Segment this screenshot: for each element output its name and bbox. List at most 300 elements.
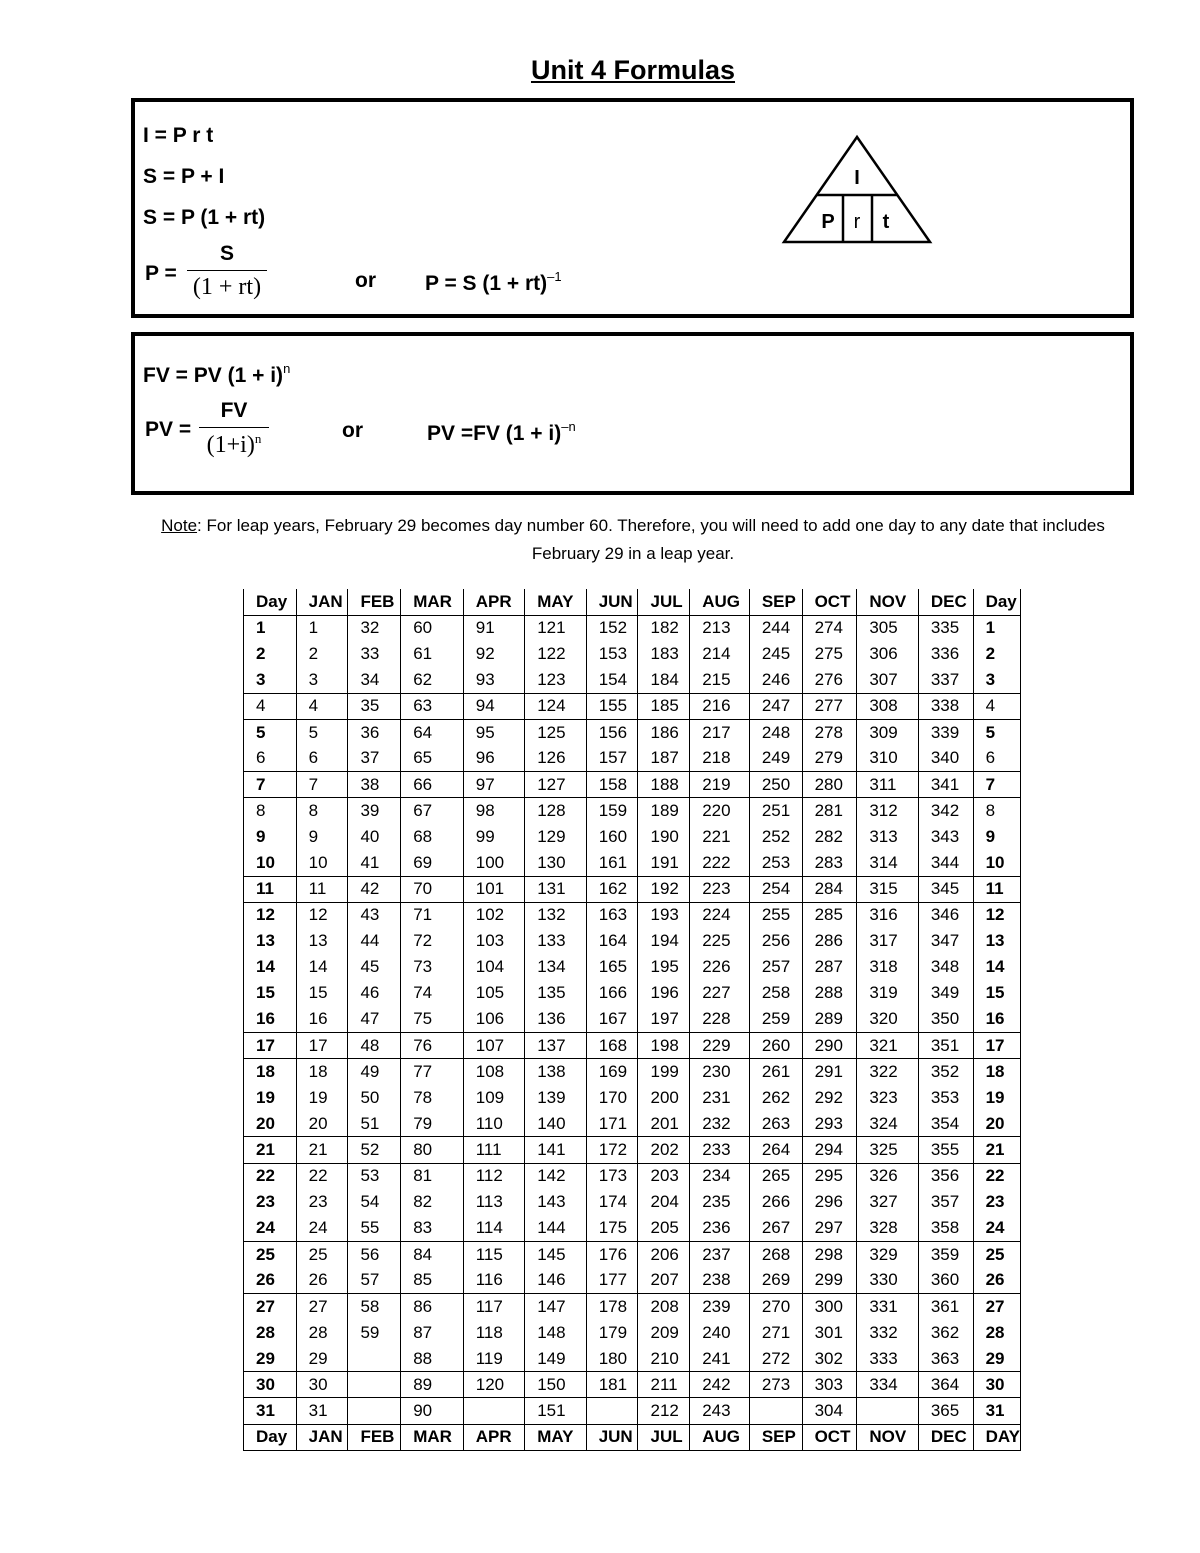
table-cell: 301	[802, 1320, 857, 1346]
table-cell: 325	[857, 1137, 919, 1163]
table-cell: 273	[749, 1372, 802, 1398]
table-cell: 8	[296, 798, 348, 824]
table-cell: 196	[638, 980, 690, 1006]
table-cell: 21	[973, 1137, 1020, 1163]
day-number-table	[243, 589, 1021, 1451]
table-cell: 104	[463, 954, 524, 980]
page-title: Unit 4 Formulas	[530, 55, 736, 85]
table-cell: 215	[690, 667, 750, 693]
simple-interest-box	[131, 98, 1134, 318]
table-cell: 238	[690, 1267, 750, 1293]
table-cell: 275	[802, 641, 857, 667]
table-cell: 2	[973, 641, 1020, 667]
table-cell: 70	[401, 876, 464, 902]
table-cell: 332	[857, 1320, 919, 1346]
table-cell: 187	[638, 746, 690, 772]
table-row	[244, 1398, 1021, 1424]
table-cell: 12	[296, 902, 348, 928]
table-cell: 356	[918, 1163, 973, 1189]
table-cell: 165	[586, 954, 638, 980]
table-cell: 335	[918, 615, 973, 641]
table-cell: 19	[973, 1085, 1020, 1111]
table-cell: 167	[586, 1007, 638, 1033]
table-cell: 12	[244, 902, 297, 928]
table-cell: 185	[638, 693, 690, 719]
table-cell: 60	[401, 615, 464, 641]
table-cell: 365	[918, 1398, 973, 1424]
table-cell: 9	[973, 824, 1020, 850]
table-cell: 10	[296, 850, 348, 876]
table-row	[244, 1346, 1021, 1372]
triangle-p-label: P	[821, 211, 835, 233]
table-cell: 113	[463, 1189, 524, 1215]
table-cell: 98	[463, 798, 524, 824]
table-cell: 73	[401, 954, 464, 980]
table-cell: 298	[802, 1241, 857, 1267]
table-cell: 141	[525, 1137, 586, 1163]
table-cell: 336	[918, 641, 973, 667]
table-cell: 5	[244, 719, 297, 745]
table-cell: 3	[973, 667, 1020, 693]
table-cell: 30	[244, 1372, 297, 1398]
table-cell: 34	[348, 667, 401, 693]
table-cell: 63	[401, 693, 464, 719]
table-cell: 86	[401, 1294, 464, 1320]
table-cell: 128	[525, 798, 586, 824]
table-cell	[348, 1372, 401, 1398]
table-cell: 229	[690, 1033, 750, 1059]
table-row	[244, 1267, 1021, 1293]
table-cell	[348, 1398, 401, 1424]
table-row	[244, 1215, 1021, 1241]
table-cell: 279	[802, 746, 857, 772]
table-cell: 137	[525, 1033, 586, 1059]
table-cell: 24	[973, 1215, 1020, 1241]
table-cell: 1	[973, 615, 1020, 641]
table-cell: 321	[857, 1033, 919, 1059]
table-cell: 39	[348, 798, 401, 824]
table-cell: MAY	[525, 1424, 586, 1450]
table-cell: 53	[348, 1163, 401, 1189]
table-cell: 8	[973, 798, 1020, 824]
table-cell: 29	[296, 1346, 348, 1372]
table-cell: 280	[802, 772, 857, 798]
table-cell: 10	[973, 850, 1020, 876]
table-cell: 288	[802, 980, 857, 1006]
table-cell: 312	[857, 798, 919, 824]
table-cell: 337	[918, 667, 973, 693]
table-cell: 200	[638, 1085, 690, 1111]
table-cell: JUN	[586, 1424, 638, 1450]
table-row	[244, 667, 1021, 693]
table-cell: 202	[638, 1137, 690, 1163]
table-cell: OCT	[802, 1424, 857, 1450]
table-cell: 102	[463, 902, 524, 928]
table-cell: 6	[973, 746, 1020, 772]
formula-present-value-alt: PV =FV $(1 + i)^{-n}$	[427, 419, 576, 445]
table-cell: 2	[244, 641, 297, 667]
table-cell: 199	[638, 1059, 690, 1085]
table-cell: 23	[973, 1189, 1020, 1215]
table-cell: 15	[296, 980, 348, 1006]
table-cell: 111	[463, 1137, 524, 1163]
table-cell: 317	[857, 928, 919, 954]
table-cell: 342	[918, 798, 973, 824]
table-cell: 299	[802, 1267, 857, 1293]
table-cell: 2	[296, 641, 348, 667]
table-cell: 152	[586, 615, 638, 641]
table-cell: 74	[401, 980, 464, 1006]
table-cell: 45	[348, 954, 401, 980]
table-header-row	[244, 589, 1021, 615]
table-cell: 55	[348, 1215, 401, 1241]
table-cell: 228	[690, 1007, 750, 1033]
table-cell: 13	[296, 928, 348, 954]
table-cell: 146	[525, 1267, 586, 1293]
table-cell: 362	[918, 1320, 973, 1346]
table-cell: 270	[749, 1294, 802, 1320]
table-cell: 197	[638, 1007, 690, 1033]
table-cell: 246	[749, 667, 802, 693]
table-cell: 27	[244, 1294, 297, 1320]
table-cell	[857, 1398, 919, 1424]
table-cell: 17	[244, 1033, 297, 1059]
table-cell: 29	[973, 1346, 1020, 1372]
table-cell: 181	[586, 1372, 638, 1398]
table-cell: DAY	[973, 1424, 1020, 1450]
table-cell: 260	[749, 1033, 802, 1059]
table-cell: 93	[463, 667, 524, 693]
table-cell: 13	[244, 928, 297, 954]
table-cell: 293	[802, 1111, 857, 1137]
table-cell: MAY	[525, 589, 586, 615]
table-cell: 168	[586, 1033, 638, 1059]
table-cell: 159	[586, 798, 638, 824]
table-cell: 64	[401, 719, 464, 745]
table-cell: 76	[401, 1033, 464, 1059]
table-row	[244, 1372, 1021, 1398]
table-cell: 157	[586, 746, 638, 772]
table-cell: 176	[586, 1241, 638, 1267]
table-cell: 133	[525, 928, 586, 954]
table-cell: 245	[749, 641, 802, 667]
table-cell: 14	[296, 954, 348, 980]
table-cell: 244	[749, 615, 802, 641]
table-cell: 175	[586, 1215, 638, 1241]
table-cell: 231	[690, 1085, 750, 1111]
table-cell: 340	[918, 746, 973, 772]
table-cell: 184	[638, 667, 690, 693]
table-cell: 31	[973, 1398, 1020, 1424]
table-cell: 361	[918, 1294, 973, 1320]
table-cell: 17	[973, 1033, 1020, 1059]
table-cell: 292	[802, 1085, 857, 1111]
table-cell: 54	[348, 1189, 401, 1215]
table-cell: 107	[463, 1033, 524, 1059]
table-cell: 233	[690, 1137, 750, 1163]
table-cell: 249	[749, 746, 802, 772]
table-cell: 262	[749, 1085, 802, 1111]
table-row	[244, 1007, 1021, 1033]
table-cell: 35	[348, 693, 401, 719]
table-cell: 345	[918, 876, 973, 902]
table-cell: 5	[973, 719, 1020, 745]
table-cell: 286	[802, 928, 857, 954]
table-cell: 72	[401, 928, 464, 954]
table-cell: 354	[918, 1111, 973, 1137]
table-cell: 151	[525, 1398, 586, 1424]
table-row	[244, 850, 1021, 876]
table-row	[244, 954, 1021, 980]
table-cell: 15	[244, 980, 297, 1006]
table-cell: 193	[638, 902, 690, 928]
table-cell: 69	[401, 850, 464, 876]
table-cell: FEB	[348, 1424, 401, 1450]
table-cell: 33	[348, 641, 401, 667]
table-cell: 38	[348, 772, 401, 798]
table-cell: 12	[973, 902, 1020, 928]
table-cell: 30	[973, 1372, 1020, 1398]
table-cell: 221	[690, 824, 750, 850]
table-cell: 62	[401, 667, 464, 693]
table-row	[244, 902, 1021, 928]
table-cell: 125	[525, 719, 586, 745]
table-row	[244, 615, 1021, 641]
leap-year-note	[150, 512, 1116, 568]
table-cell: 188	[638, 772, 690, 798]
table-cell: 17	[296, 1033, 348, 1059]
table-cell: 296	[802, 1189, 857, 1215]
table-cell: 43	[348, 902, 401, 928]
table-cell: 355	[918, 1137, 973, 1163]
table-cell: 101	[463, 876, 524, 902]
table-cell: 108	[463, 1059, 524, 1085]
table-cell: 4	[973, 693, 1020, 719]
table-cell: Day	[244, 589, 297, 615]
table-cell: 51	[348, 1111, 401, 1137]
table-cell: 255	[749, 902, 802, 928]
table-cell: 234	[690, 1163, 750, 1189]
or-label: or	[355, 269, 376, 292]
table-cell: 26	[296, 1267, 348, 1293]
table-cell: 308	[857, 693, 919, 719]
formula-principal-fraction	[187, 242, 267, 301]
table-cell: 243	[690, 1398, 750, 1424]
table-cell: 189	[638, 798, 690, 824]
table-cell: 27	[296, 1294, 348, 1320]
table-cell: 30	[296, 1372, 348, 1398]
table-cell: 37	[348, 746, 401, 772]
table-cell: 309	[857, 719, 919, 745]
table-cell: 227	[690, 980, 750, 1006]
table-cell: 220	[690, 798, 750, 824]
table-cell: 49	[348, 1059, 401, 1085]
table-cell: JAN	[296, 1424, 348, 1450]
table-row	[244, 641, 1021, 667]
table-cell: 7	[973, 772, 1020, 798]
table-row	[244, 1111, 1021, 1137]
table-cell: 1	[244, 615, 297, 641]
table-cell: 205	[638, 1215, 690, 1241]
or-label: or	[342, 419, 363, 442]
table-cell: 1	[296, 615, 348, 641]
table-cell: NOV	[857, 589, 919, 615]
table-cell: 223	[690, 876, 750, 902]
fraction-denominator: $(1+i)^n$	[206, 431, 262, 458]
table-cell: 251	[749, 798, 802, 824]
table-cell: 250	[749, 772, 802, 798]
table-cell: 29	[244, 1346, 297, 1372]
table-cell: 110	[463, 1111, 524, 1137]
table-cell: 134	[525, 954, 586, 980]
fraction-numerator: S	[219, 242, 234, 265]
note-label: Note	[161, 516, 198, 535]
table-cell: 20	[296, 1111, 348, 1137]
table-row	[244, 1241, 1021, 1267]
table-cell: 155	[586, 693, 638, 719]
table-cell: 178	[586, 1294, 638, 1320]
table-cell: 82	[401, 1189, 464, 1215]
table-cell: 269	[749, 1267, 802, 1293]
compound-interest-box	[131, 332, 1134, 495]
table-cell: 28	[296, 1320, 348, 1346]
table-cell: 281	[802, 798, 857, 824]
table-cell: 131	[525, 876, 586, 902]
table-cell: 116	[463, 1267, 524, 1293]
table-cell: 97	[463, 772, 524, 798]
table-cell: 225	[690, 928, 750, 954]
table-cell: 65	[401, 746, 464, 772]
table-cell: 3	[244, 667, 297, 693]
table-cell: MAR	[401, 1424, 464, 1450]
table-cell: 194	[638, 928, 690, 954]
table-cell: 300	[802, 1294, 857, 1320]
table-cell	[749, 1398, 802, 1424]
table-cell: 118	[463, 1320, 524, 1346]
table-cell: 15	[973, 980, 1020, 1006]
table-cell: 357	[918, 1189, 973, 1215]
table-row	[244, 1320, 1021, 1346]
table-cell: 19	[244, 1085, 297, 1111]
table-cell: 123	[525, 667, 586, 693]
table-cell: 145	[525, 1241, 586, 1267]
table-cell: 21	[296, 1137, 348, 1163]
table-cell: 32	[348, 615, 401, 641]
table-cell: 318	[857, 954, 919, 980]
table-cell: 333	[857, 1346, 919, 1372]
table-row	[244, 798, 1021, 824]
table-cell: 314	[857, 850, 919, 876]
table-cell: 252	[749, 824, 802, 850]
table-cell: 136	[525, 1007, 586, 1033]
table-cell: 77	[401, 1059, 464, 1085]
table-cell: 92	[463, 641, 524, 667]
table-cell: 302	[802, 1346, 857, 1372]
table-cell: 239	[690, 1294, 750, 1320]
table-cell: 16	[973, 1007, 1020, 1033]
table-cell: 23	[296, 1189, 348, 1215]
table-cell: 26	[244, 1267, 297, 1293]
table-cell: 349	[918, 980, 973, 1006]
table-cell: 170	[586, 1085, 638, 1111]
table-cell: 52	[348, 1137, 401, 1163]
table-cell: 135	[525, 980, 586, 1006]
table-row	[244, 980, 1021, 1006]
table-cell	[463, 1398, 524, 1424]
table-cell: 195	[638, 954, 690, 980]
table-cell: 207	[638, 1267, 690, 1293]
table-cell: Day	[244, 1424, 297, 1450]
table-cell: 48	[348, 1033, 401, 1059]
table-cell: 8	[244, 798, 297, 824]
table-cell: 148	[525, 1320, 586, 1346]
table-cell: 103	[463, 928, 524, 954]
table-cell: 158	[586, 772, 638, 798]
table-cell: 161	[586, 850, 638, 876]
table-cell: 219	[690, 772, 750, 798]
table-cell: OCT	[802, 589, 857, 615]
table-row	[244, 1059, 1021, 1085]
table-cell: 18	[296, 1059, 348, 1085]
table-cell: 94	[463, 693, 524, 719]
table-cell: 3	[296, 667, 348, 693]
table-cell: 90	[401, 1398, 464, 1424]
table-cell: APR	[463, 1424, 524, 1450]
table-cell: 153	[586, 641, 638, 667]
table-cell: 149	[525, 1346, 586, 1372]
table-cell: 266	[749, 1189, 802, 1215]
table-cell: 11	[296, 876, 348, 902]
table-cell: 341	[918, 772, 973, 798]
table-cell: 115	[463, 1241, 524, 1267]
table-cell: 294	[802, 1137, 857, 1163]
table-cell: 132	[525, 902, 586, 928]
table-cell: 344	[918, 850, 973, 876]
table-cell: 57	[348, 1267, 401, 1293]
table-cell: 174	[586, 1189, 638, 1215]
table-cell: 25	[296, 1241, 348, 1267]
table-cell: 310	[857, 746, 919, 772]
table-cell: 129	[525, 824, 586, 850]
table-footer-row	[244, 1424, 1021, 1450]
table-cell: 316	[857, 902, 919, 928]
table-cell: 209	[638, 1320, 690, 1346]
table-cell: 328	[857, 1215, 919, 1241]
table-cell: 326	[857, 1163, 919, 1189]
table-cell: 24	[244, 1215, 297, 1241]
table-cell: 186	[638, 719, 690, 745]
table-cell: 297	[802, 1215, 857, 1241]
table-cell: 18	[973, 1059, 1020, 1085]
table-cell: 359	[918, 1241, 973, 1267]
table-cell: 183	[638, 641, 690, 667]
table-cell: 154	[586, 667, 638, 693]
table-cell: 226	[690, 954, 750, 980]
table-cell: 190	[638, 824, 690, 850]
table-cell: 259	[749, 1007, 802, 1033]
table-cell: 31	[296, 1398, 348, 1424]
table-cell: 277	[802, 693, 857, 719]
table-cell: JUL	[638, 589, 690, 615]
table-cell: MAR	[401, 589, 464, 615]
table-cell: 192	[638, 876, 690, 902]
table-cell: 287	[802, 954, 857, 980]
table-cell: JUL	[638, 1424, 690, 1450]
table-cell: 28	[973, 1320, 1020, 1346]
table-cell: 13	[973, 928, 1020, 954]
table-cell: 127	[525, 772, 586, 798]
table-cell: 7	[244, 772, 297, 798]
